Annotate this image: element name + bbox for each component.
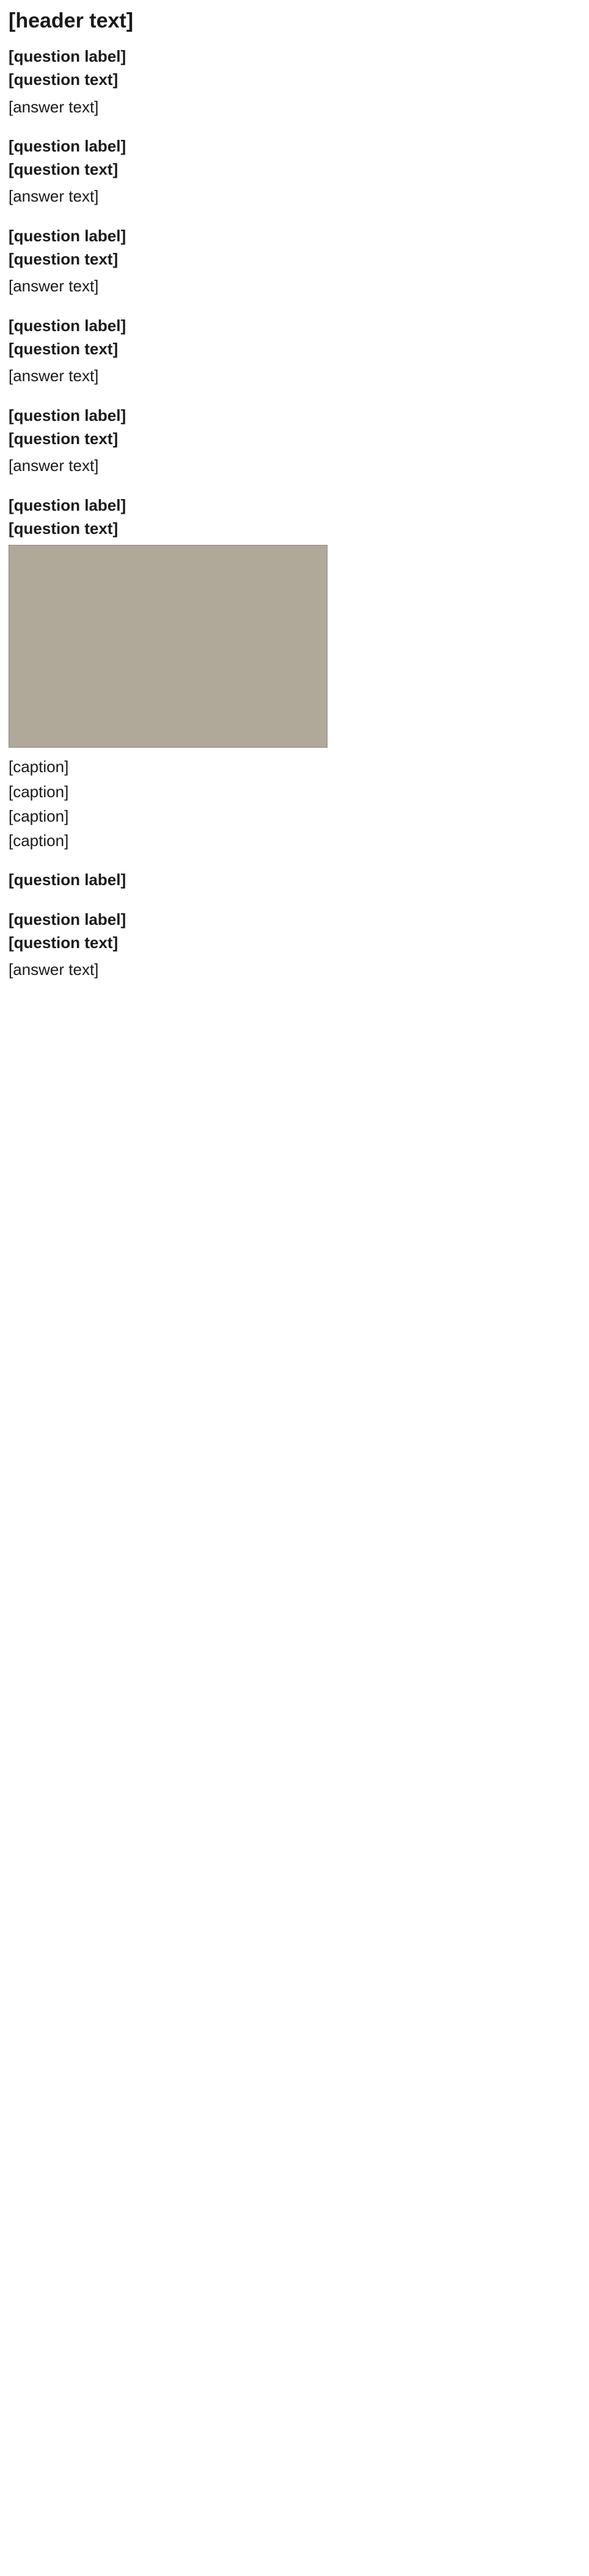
question-section bbox=[9, 405, 580, 476]
question-section bbox=[9, 869, 580, 890]
question-text: [question text] bbox=[9, 250, 119, 269]
question-section bbox=[9, 909, 580, 980]
answer-text: [answer text] bbox=[9, 367, 99, 385]
question-text: [question text] bbox=[9, 429, 119, 448]
illustration-caption: [caption] bbox=[9, 806, 69, 825]
page-title: [header text] bbox=[9, 9, 134, 32]
question-label: [question label] bbox=[9, 46, 126, 65]
answer-text: [answer text] bbox=[9, 456, 99, 475]
answer-text: [answer text] bbox=[9, 960, 99, 979]
page bbox=[0, 0, 589, 1023]
illustration-image bbox=[9, 545, 327, 748]
question-text: [question text] bbox=[9, 519, 119, 538]
question-label: [question label] bbox=[9, 226, 126, 245]
illustration-caption: [caption] bbox=[9, 782, 69, 801]
question-label: [question label] bbox=[9, 136, 126, 155]
question-text: [question text] bbox=[9, 340, 119, 358]
answer-text: [answer text] bbox=[9, 277, 99, 296]
question-label: [question label] bbox=[9, 910, 126, 929]
question-label: [question label] bbox=[9, 406, 126, 425]
question-text: [question text] bbox=[9, 933, 119, 952]
illustration-caption: [caption] bbox=[9, 757, 69, 776]
question-section bbox=[9, 136, 580, 207]
question-label: [question label] bbox=[9, 870, 126, 889]
question-label: [question label] bbox=[9, 316, 126, 335]
answer-text: [answer text] bbox=[9, 97, 99, 116]
illustration-caption: [caption] bbox=[9, 831, 69, 850]
question-text: [question text] bbox=[9, 70, 119, 89]
question-section bbox=[9, 46, 580, 117]
question-text: [question text] bbox=[9, 160, 119, 179]
answer-text: [answer text] bbox=[9, 187, 99, 206]
question-section bbox=[9, 225, 580, 297]
question-section bbox=[9, 315, 580, 387]
illustration-section bbox=[9, 495, 580, 852]
question-label: [question label] bbox=[9, 495, 126, 514]
